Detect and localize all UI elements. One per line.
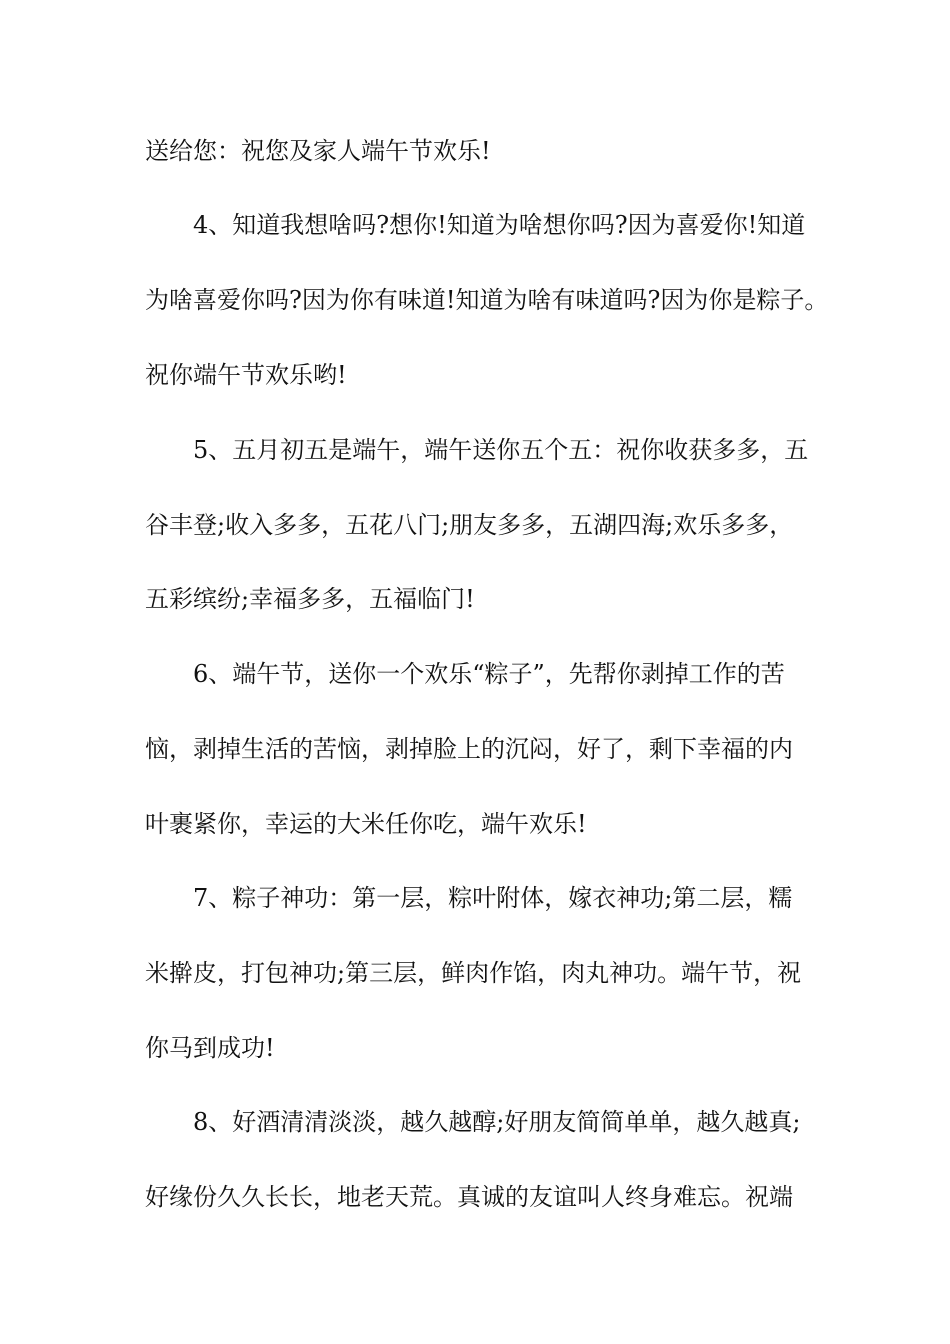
- text-line: 祝你端午节欢乐哟!: [145, 361, 347, 389]
- paragraph-7-line-1: 7、粽子神功：第一层，粽叶附体，嫁衣神功;第二层，糯: [193, 884, 793, 912]
- paragraph-4-line-1: 4、知道我想啥吗?想你!知道为啥想你吗?因为喜爱你!知道: [193, 211, 806, 239]
- text-line: 恼，剥掉生活的苦恼，剥掉脸上的沉闷，好了，剩下幸福的内: [145, 735, 793, 763]
- text-line: 送给您：祝您及家人端午节欢乐!: [145, 137, 491, 165]
- text-line: 为啥喜爱你吗?因为你有味道!知道为啥有味道吗?因为你是粽子。: [145, 286, 829, 314]
- text-line: 好缘份久久长长，地老天荒。真诚的友谊叫人终身难忘。祝端: [145, 1183, 793, 1211]
- text-line: 谷丰登;收入多多，五花八门;朋友多多，五湖四海;欢乐多多，: [145, 511, 794, 539]
- text-line: 叶裹紧你，幸运的大米任你吃，端午欢乐!: [145, 810, 587, 838]
- paragraph-6-line-1: 6、端午节，送你一个欢乐“粽子”，先帮你剥掉工作的苦: [193, 660, 785, 688]
- text-line: 米擀皮，打包神功;第三层，鲜肉作馅，肉丸神功。端午节，祝: [145, 959, 802, 987]
- text-line: 五彩缤纷;幸福多多，五福临门!: [145, 585, 475, 613]
- paragraph-5-line-1: 5、五月初五是端午，端午送你五个五：祝你收获多多，五: [193, 436, 809, 464]
- paragraph-8-line-1: 8、好酒清清淡淡，越久越醇;好朋友简简单单，越久越真;: [193, 1108, 801, 1136]
- text-line: 你马到成功!: [145, 1034, 275, 1062]
